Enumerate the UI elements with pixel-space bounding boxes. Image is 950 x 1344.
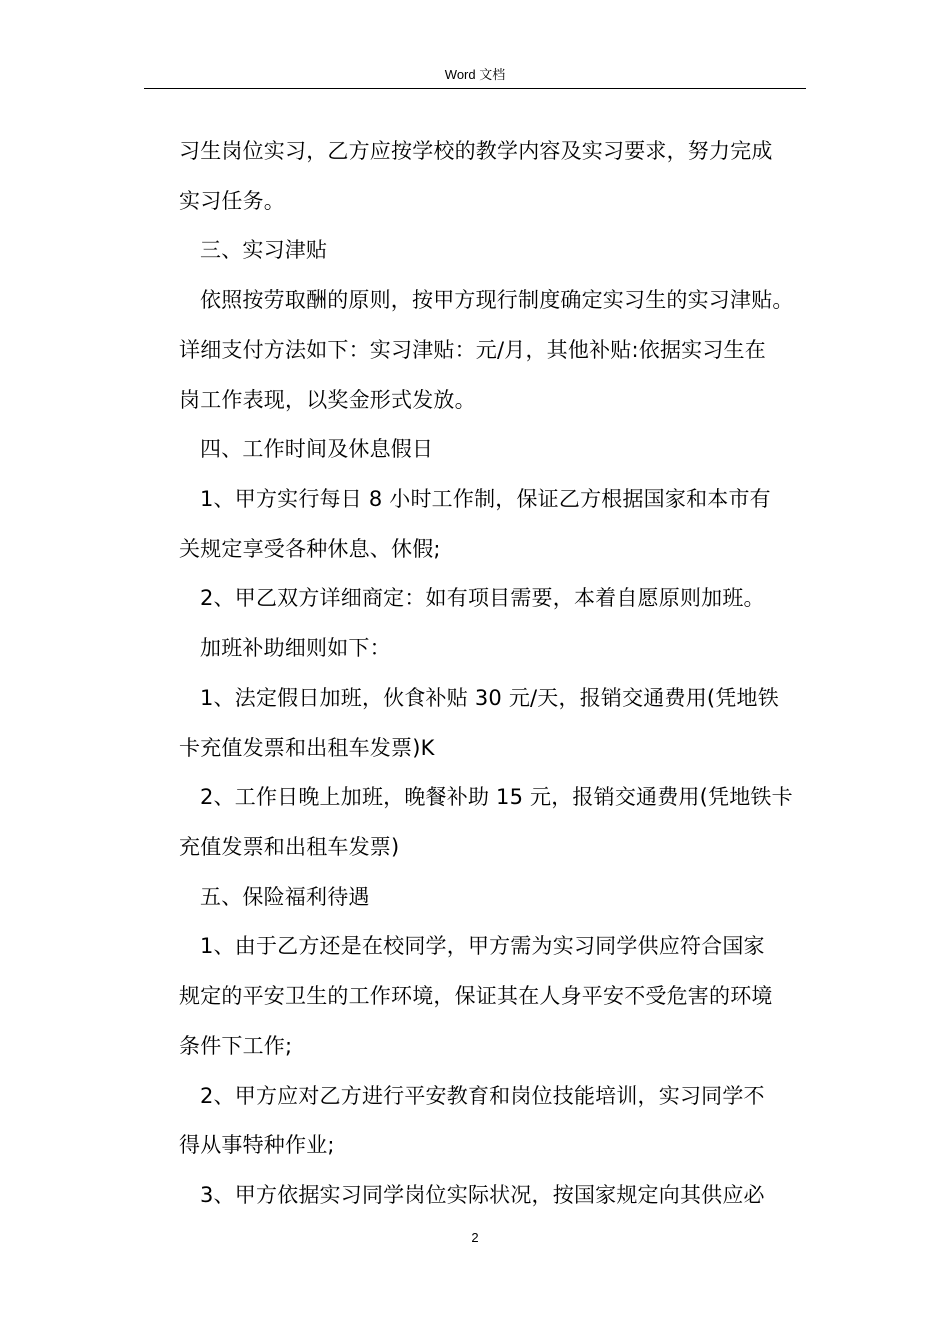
section-heading: 五、保险福利待遇	[200, 885, 370, 909]
text-line: 卡充值发票和出租车发票)K	[179, 736, 435, 760]
text-line: 实习任务。	[179, 189, 285, 213]
text-line: 2、甲乙双方详细商定：如有项目需要，本着自愿原则加班。	[200, 586, 765, 610]
text-line: 得从事特种作业;	[179, 1133, 335, 1157]
text-line: 充值发票和出租车发票)	[179, 835, 400, 859]
text-line: 3、甲方依据实习同学岗位实际状况，按国家规定向其供应必	[200, 1183, 765, 1207]
section-heading: 四、工作时间及休息假日	[200, 437, 434, 461]
text-line: 规定的平安卫生的工作环境，保证其在人身平安不受危害的环境	[179, 984, 773, 1008]
text-line: 1、法定假日加班，伙食补贴 30 元/天，报销交通费用(凭地铁	[200, 686, 779, 710]
text-line: 习生岗位实习，乙方应按学校的教学内容及实习要求，努力完成	[179, 139, 773, 163]
text-line: 条件下工作;	[179, 1034, 293, 1058]
text-line: 1、甲方实行每日 8 小时工作制，保证乙方根据国家和本市有	[200, 487, 771, 511]
text-line: 2、工作日晚上加班，晚餐补助 15 元，报销交通费用(凭地铁卡	[200, 785, 793, 809]
text-line: 岗工作表现，以奖金形式发放。	[179, 388, 476, 412]
text-line: 依照按劳取酬的原则，按甲方现行制度确定实习生的实习津贴。	[200, 288, 794, 312]
text-line: 关规定享受各种休息、休假;	[179, 537, 441, 561]
section-heading: 三、实习津贴	[200, 238, 328, 262]
page-header-title: Word 文档	[444, 67, 506, 82]
page-number: 2	[471, 1230, 479, 1245]
text-line: 详细支付方法如下：实习津贴：元/月，其他补贴:依据实习生在	[179, 338, 766, 362]
text-line: 2、甲方应对乙方进行平安教育和岗位技能培训，实习同学不	[200, 1084, 765, 1108]
header-divider	[144, 88, 806, 89]
text-line: 1、由于乙方还是在校同学，甲方需为实习同学供应符合国家	[200, 934, 765, 958]
text-line: 加班补助细则如下：	[200, 636, 391, 660]
